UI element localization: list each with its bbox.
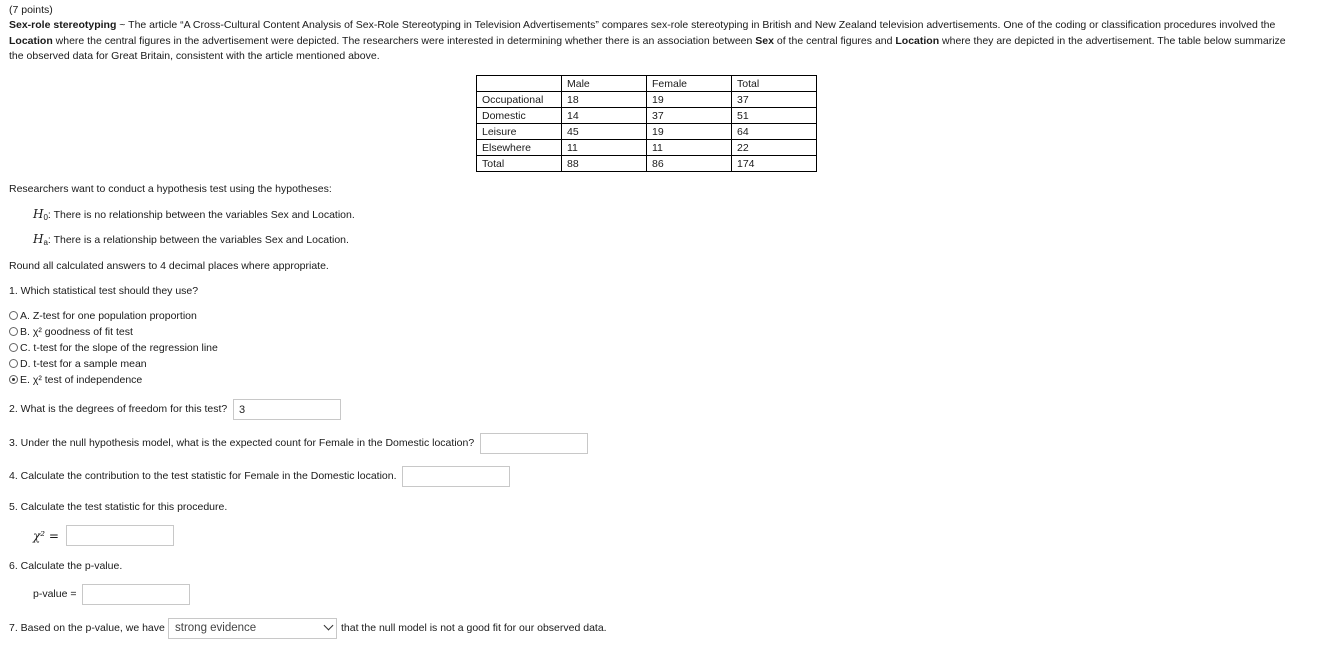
- intro-text-2: where the central figures in the advertisement were depicted. The researchers were interested in determining whether there is an association between: [52, 34, 756, 47]
- observed-data-table: [476, 75, 817, 172]
- intro-text-4: where they are depicted in the advertisement. The table below summarize the observed data for Great Britain, consistent with the article mentioned above.: [9, 34, 1286, 62]
- option-label: C. t-test for the slope of the regression line: [20, 342, 218, 354]
- option-label: D. t-test for a sample mean: [20, 358, 147, 370]
- table-cell: Total: [477, 156, 562, 172]
- option-e[interactable]: [9, 374, 142, 386]
- test-statistic-input[interactable]: [66, 525, 174, 546]
- table-cell: 11: [562, 140, 647, 156]
- table-cell: 22: [732, 140, 817, 156]
- intro-bold-location: Location: [9, 34, 53, 47]
- radio-icon[interactable]: [9, 359, 18, 368]
- chevron-down-icon: [324, 621, 334, 631]
- table-cell: 45: [562, 124, 647, 140]
- table-row: [477, 92, 817, 108]
- option-d[interactable]: [9, 358, 147, 370]
- degrees-of-freedom-input[interactable]: [233, 399, 341, 420]
- p-value-input[interactable]: [82, 584, 190, 605]
- evidence-select-value: strong evidence: [175, 622, 257, 634]
- table-cell: 19: [647, 124, 732, 140]
- table-cell: 86: [647, 156, 732, 172]
- table-cell: 64: [732, 124, 817, 140]
- table-row: [477, 156, 817, 172]
- expected-count-input[interactable]: [480, 433, 588, 454]
- table-cell: 51: [732, 108, 817, 124]
- question-7-suffix: that the null model is not a good fit for our observed data.: [341, 622, 607, 634]
- table-cell: Leisure: [477, 124, 562, 140]
- ha-symbol: H: [33, 232, 44, 246]
- null-hypothesis: [33, 207, 355, 222]
- option-a[interactable]: [9, 310, 197, 322]
- question-7-prefix: 7. Based on the p-value, we have: [9, 622, 165, 634]
- h0-text: : There is no relationship between the variables Sex and Location.: [47, 209, 355, 221]
- radio-icon[interactable]: [9, 311, 18, 320]
- table-header-cell: Female: [647, 76, 732, 92]
- intro-bold-title: Sex-role stereotyping: [9, 19, 117, 31]
- table-header-cell: Male: [562, 76, 647, 92]
- table-cell: Elsewhere: [477, 140, 562, 156]
- intro-bold-sex: Sex: [755, 34, 774, 47]
- problem-intro: [9, 18, 1299, 65]
- option-label: A. Z-test for one population proportion: [20, 310, 197, 322]
- question-4: 4. Calculate the contribution to the test statistic for Female in the Domestic location.: [9, 470, 397, 482]
- radio-icon[interactable]: [9, 327, 18, 336]
- table-cell: 14: [562, 108, 647, 124]
- table-row: [477, 108, 817, 124]
- radio-selected-icon[interactable]: [9, 375, 18, 384]
- intro-bold-location-2: Location: [895, 34, 940, 47]
- table-cell: Domestic: [477, 108, 562, 124]
- table-header-row: [477, 76, 817, 92]
- radio-icon[interactable]: [9, 343, 18, 352]
- table-row: [477, 124, 817, 140]
- chi-square-label: χ² =: [33, 529, 59, 543]
- table-header-cell: [477, 76, 562, 92]
- table-cell: 11: [647, 140, 732, 156]
- table-cell: 37: [732, 92, 817, 108]
- option-c[interactable]: [9, 342, 218, 354]
- table-header-cell: Total: [732, 76, 817, 92]
- table-cell: 18: [562, 92, 647, 108]
- rounding-note: Round all calculated answers to 4 decimal places where appropriate.: [9, 260, 329, 272]
- evidence-select[interactable]: [168, 618, 337, 639]
- alternative-hypothesis: [33, 232, 349, 247]
- table-cell: 37: [647, 108, 732, 124]
- ha-text: : There is a relationship between the variables Sex and Location.: [47, 234, 349, 246]
- ha-subscript: a: [43, 238, 48, 247]
- h0-symbol: H: [33, 207, 44, 221]
- question-3: 3. Under the null hypothesis model, what is the expected count for Female in the Domestic location?: [9, 437, 475, 449]
- table-cell: Occupational: [477, 92, 562, 108]
- points-label: (7 points): [9, 4, 53, 16]
- intro-text-1: ~ The article “A Cross-Cultural Content Analysis of Sex-Role Stereotyping in Television Advertisements” compares sex-role stereotyping in British and New Zealand television advertisements. One of the coding or classification procedures involved the: [116, 19, 1276, 31]
- contribution-input[interactable]: [402, 466, 510, 487]
- table-cell: 19: [647, 92, 732, 108]
- table-cell: 88: [562, 156, 647, 172]
- table-cell: 174: [732, 156, 817, 172]
- option-label: E. χ² test of independence: [20, 374, 143, 386]
- question-2: 2. What is the degrees of freedom for this test?: [9, 403, 228, 415]
- hypotheses-intro: Researchers want to conduct a hypothesis test using the hypotheses:: [9, 183, 332, 195]
- question-5: 5. Calculate the test statistic for this procedure.: [9, 501, 228, 513]
- h0-subscript: 0: [43, 213, 48, 222]
- option-label: B. χ² goodness of fit test: [20, 326, 133, 338]
- p-value-label: p-value =: [33, 588, 77, 600]
- option-b[interactable]: [9, 326, 133, 338]
- table-row: [477, 140, 817, 156]
- intro-text-3: of the central figures and: [773, 34, 896, 47]
- question-1: 1. Which statistical test should they use?: [9, 285, 199, 297]
- question-6: 6. Calculate the p-value.: [9, 560, 123, 572]
